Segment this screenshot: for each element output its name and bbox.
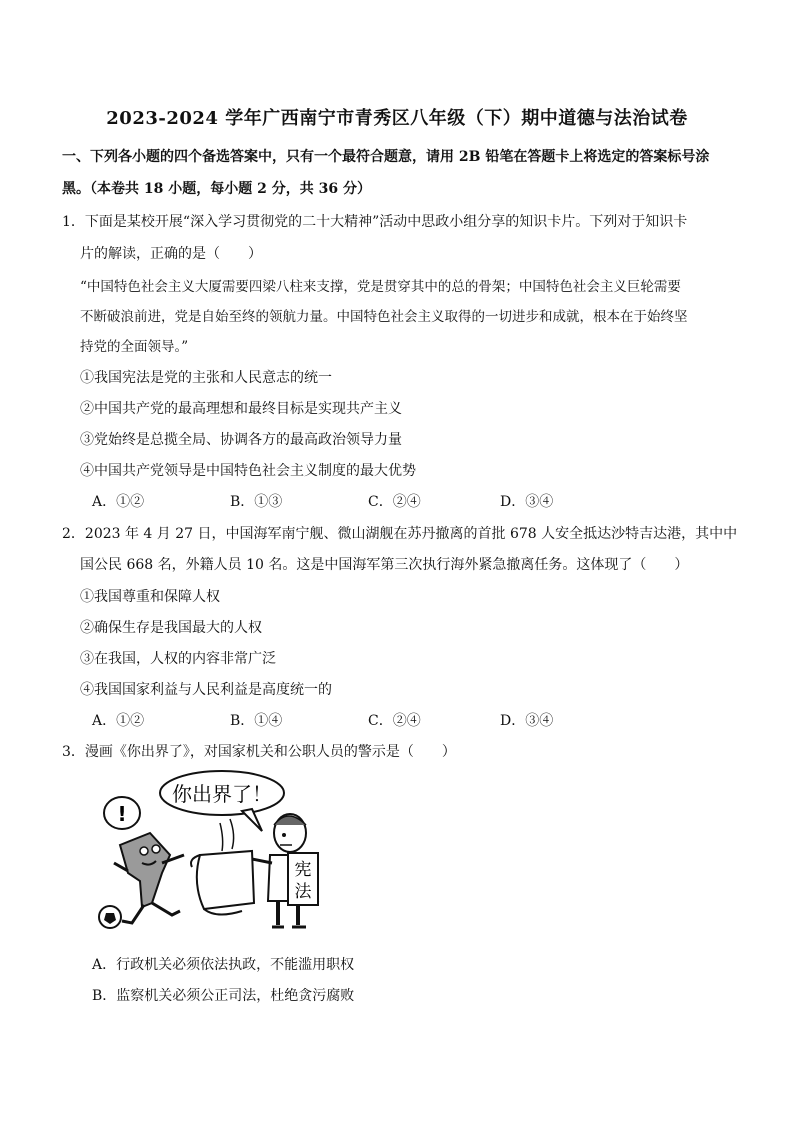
exam-title: 2023-2024 学年广西南宁市青秀区八年级（下）期中道德与法治试卷	[106, 108, 688, 129]
section-instructions	[62, 141, 734, 205]
q1-item-3: ③党始终是总揽全局、协调各方的最高政治领导力量	[80, 432, 402, 448]
q1-option-a[interactable]: A．①②	[92, 494, 145, 510]
exclaim-mark: !	[117, 802, 127, 826]
q2-option-c[interactable]: C．②④	[368, 713, 421, 729]
q1-option-b[interactable]: B．①③	[230, 494, 283, 510]
q3-option-b[interactable]: B．监察机关必须公正司法，杜绝贪污腐败	[92, 988, 355, 1004]
q2-item-4: ④我国国家利益与人民利益是高度统一的	[80, 682, 332, 698]
q2-option-b[interactable]: B．①④	[230, 713, 283, 729]
q2-item-2: ②确保生存是我国最大的人权	[80, 620, 262, 636]
section-line-1: 一、下列各小题的四个备选答案中，只有一个最符合题意，请用 2B 铅笔在答题卡上将选定的答案标号涂	[62, 149, 710, 165]
q1-option-d[interactable]: D．③④	[500, 494, 554, 510]
sign-char-1: 宪	[294, 860, 312, 880]
q2-stem-line-1: 2．2023 年 4 月 27 日，中国海军南宁舰、微山湖舰在苏丹撤离的首批 678 人安全抵达沙特吉达港，其中中	[62, 526, 738, 542]
q1-stem-line-2: 片的解读，正确的是（ ）	[80, 246, 262, 262]
q2-stem-line-2: 国公民 668 名，外籍人员 10 名。这是中国海军第三次执行海外紧急撤离任务。这体现了（ ）	[80, 557, 689, 573]
cartoon-svg	[92, 763, 342, 933]
cartoon-illustration	[92, 763, 342, 933]
q1-quote-line-3: 持党的全面领导。”	[80, 339, 189, 355]
q1-item-2: ②中国共产党的最高理想和最终目标是实现共产主义	[80, 401, 402, 417]
q2-item-1: ①我国尊重和保障人权	[80, 589, 220, 605]
q3-stem: 3．漫画《你出界了》，对国家机关和公职人员的警示是（ ）	[62, 744, 456, 760]
q1-item-1: ①我国宪法是党的主张和人民意志的统一	[80, 370, 332, 386]
q1-stem-line-1: 1．下面是某校开展“深入学习贯彻党的二十大精神”活动中思政小组分享的知识卡片。下列对于知识卡	[62, 214, 688, 230]
speech-text: 你出界了！	[172, 782, 272, 806]
q1-quote-line-1: “中国特色社会主义大厦需要四梁八柱来支撑，党是贯穿其中的总的骨架；中国特色社会主义巨轮需要	[80, 279, 681, 295]
section-line-2: 黑。（本卷共 18 小题，每小题 2 分，共 36 分）	[62, 181, 371, 197]
q2-option-a[interactable]: A．①②	[92, 713, 145, 729]
q3-option-a[interactable]: A．行政机关必须依法执政，不能滥用职权	[92, 957, 355, 973]
boundary-scroll	[191, 819, 254, 915]
speech-bubble-tail	[242, 809, 262, 831]
q2-option-d[interactable]: D．③④	[500, 713, 554, 729]
soccer-ball-icon	[99, 906, 121, 928]
q2-item-3: ③在我国，人权的内容非常广泛	[80, 651, 276, 667]
constitution-sign	[288, 853, 318, 905]
q1-option-c[interactable]: C．②④	[368, 494, 421, 510]
q1-quote-line-2: 不断破浪前进，党是自始至终的领航力量。中国特色社会主义取得的一切进步和成就，根本在于始终坚	[80, 309, 688, 325]
q1-item-4: ④中国共产党领导是中国特色社会主义制度的最大优势	[80, 463, 416, 479]
sign-char-2: 法	[294, 882, 312, 902]
running-character	[114, 833, 184, 923]
